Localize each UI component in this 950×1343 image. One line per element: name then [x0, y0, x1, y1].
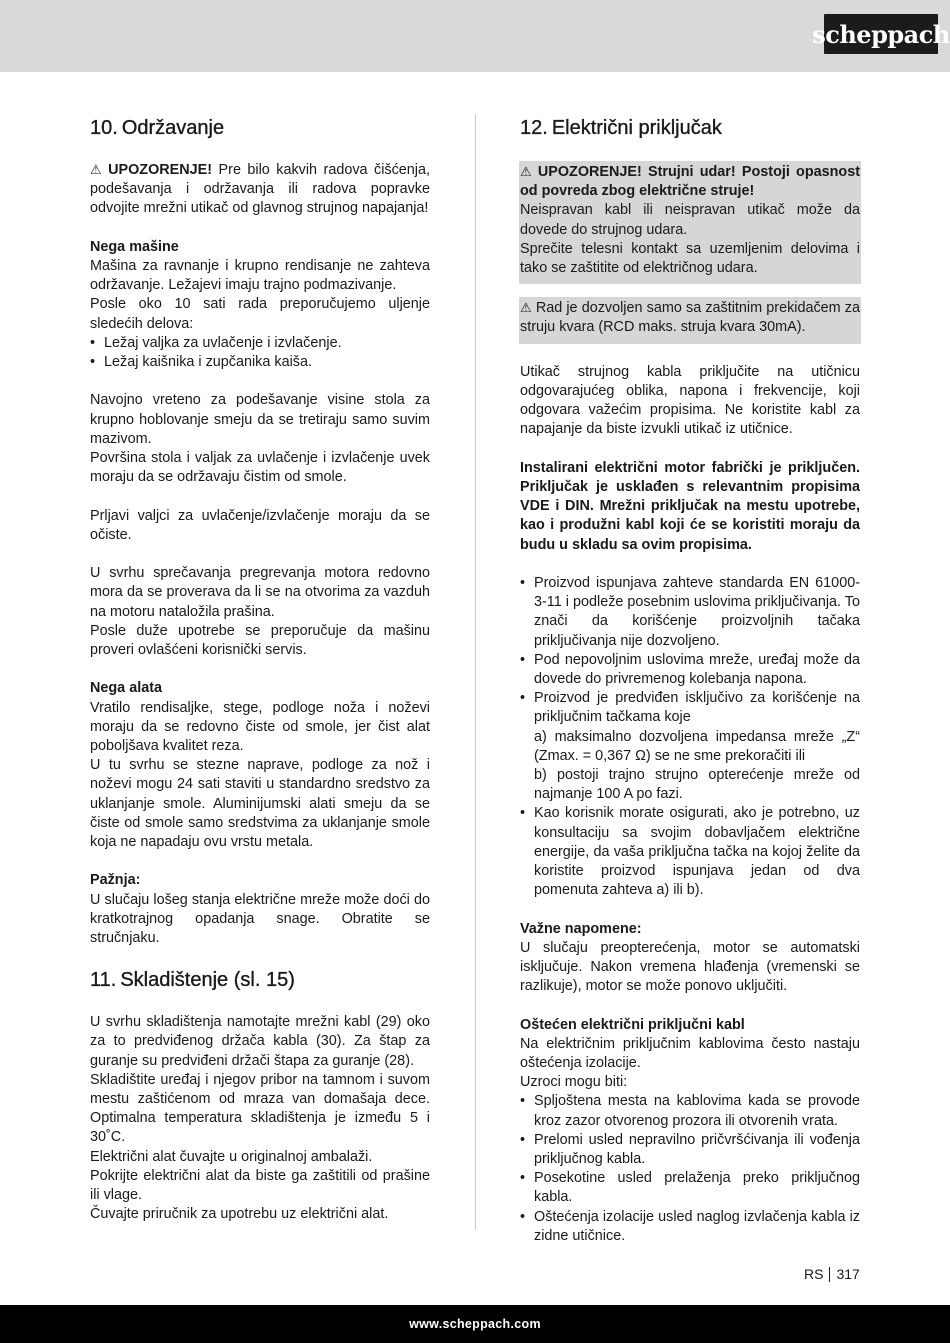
scheppach-logo: scheppach: [824, 14, 938, 54]
footer-url[interactable]: www.scheppach.com: [409, 1317, 541, 1331]
list-item: • Ležaj valjka za uvlačenje i izvlačenje.: [90, 334, 430, 353]
nega-alata-p2: U tu svrhu se stezne naprave, podloge za nož i noževi mogu 24 sati staviti u standardno sredstvo za uklanjanje smole. Aluminijumski alati smeju da se čiste od smole samo sredstvima za uklanjanje smole koja ne napadaju ovu vrstu metala.: [90, 757, 430, 851]
footer-bar: [0, 1305, 950, 1343]
skladistenje-p5: Čuvajte priručnik za upotrebu uz električni alat.: [90, 1206, 389, 1223]
list-item: • Kao korisnik morate osigurati, ako je potrebno, uz konsultaciju sa svojim dobavljačem električne energije, da vaša priključna tačka na kojoj želite da koristite proizvod ispunjava jedan od dva pomenuta zahteva a) ili b).: [520, 804, 860, 900]
left-column: [90, 116, 430, 1224]
nega-alata-title: Nega alata: [90, 680, 162, 697]
vreteno-paragraph: Navojno vreteno za podešavanje visine stola za krupno hoblovanje smeju da se tretiraju samo suvim mazivom.: [90, 392, 430, 447]
ostecen-kabl-p1: Na električnim priključnim kablovima često nastaju oštećenja izolacije.: [520, 1035, 860, 1072]
motor-connection-paragraph: Instalirani električni motor fabrički je priključen. Priključak je usklađen s relevantnim propisima VDE i DIN. Mrežni priključak na mestu upotrebe, kao i produžni kabl koji će se koristiti moraju da budu u skladu sa ovim propisima.: [520, 459, 860, 553]
requirements-list: [520, 574, 860, 900]
prljavi-paragraph: Prljavi valjci za uvlačenje/izvlačenje moraju da se očiste.: [90, 507, 430, 543]
electric-shock-warning-box: ⚠ UPOZORENJE! Strujni udar! Postoji opasnost od povreda zbog električne struje! Neispravan kabl ili neispravan utikač može da dovede do strujnog udara. Sprečite telesni kontakt sa uzemljenim delovima i tako se zaštitite od električnog udara.: [519, 161, 861, 284]
list-item: • Pod nepovoljnim uslovima mreže, uređaj može da dovede do privremenog kolebanja napona.: [520, 651, 860, 689]
section-10-heading: 10. Održavanje: [90, 117, 225, 139]
warning-triangle-icon: ⚠: [520, 301, 532, 317]
utikac-paragraph: Utikač strujnog kabla priključite na utičnicu odgovarajućeg oblika, napona i frekvencije, koji odgovara važećim propisima. Ne koristite kabl za napajanje da biste izvukli utikač iz utičnice.: [520, 363, 860, 438]
skladistenje-p2: Skladištite uređaj i njegov pribor na tamnom i suvom mestu zaštićenom od mraza van domašaja dece. Optimalna temperatura skladištenja je između 5 i 30˚C.: [90, 1071, 430, 1146]
list-item: • Spljoštena mesta na kablovima kada se provode kroz zazor otvorenog prozora ili otvorenih vrata.: [520, 1092, 860, 1130]
cable-damage-list: [520, 1092, 860, 1246]
warning-paragraph: ⚠ UPOZORENJE! Pre bilo kakvih radova čišćenja, podešavanja i održavanja ili radova popravke odvojite mrežni utikač od glavnog strujnog napajanja!: [90, 162, 430, 217]
skladistenje-p1: U svrhu skladištenja namotajte mrežni kabl (29) oko za to predviđenog držača kabla (30). Za štap za guranje su predviđeni držači štapa za guranje (28).: [90, 1014, 430, 1069]
list-item: • Ležaj kaišnika i zupčanika kaiša.: [90, 353, 430, 372]
warning-triangle-icon: ⚠: [520, 165, 534, 180]
vazne-napomene-text: U slučaju preopterećenja, motor se automatski isključuje. Nakon vremena hlađenja (vremenski se razlikuje), motor se može ponovo uključiti.: [520, 939, 860, 995]
right-column: [520, 116, 860, 1246]
vazne-napomene-title: Važne napomene:: [520, 920, 642, 937]
lubrication-list: [90, 334, 430, 372]
nega-masine-title: Nega mašine: [90, 238, 179, 255]
list-item: • Proizvod je predviđen isključivo za korišćenje na priključnim tačkama koje a) maksimalno dozvoljena impedansa mreže „Z“ (Zmax. = 0,367 Ω) se ne sme prekoračiti ili b) postoji trajno strujno opterećenje mreže od najmanje 100 A po fazi.: [520, 689, 860, 804]
povrsina-paragraph: Površina stola i valjak za uvlačenje i izvlačenje uvek moraju da se održavaju čistim od smole.: [90, 450, 430, 486]
nega-alata-p1: Vratilo rendisaljke, stege, podloge noža i noževi moraju da se redovno čiste od smole, jer čist alat poboljšava kvalitet reza.: [90, 699, 430, 755]
ostecen-kabl-title: Oštećen električni priključni kabl: [520, 1016, 745, 1033]
warning-triangle-icon: ⚠: [90, 163, 105, 178]
skladistenje-p4: Pokrijte električni alat da biste ga zaštitili od prašine ili vlage.: [90, 1167, 430, 1204]
nega-masine-p1: Mašina za ravnanje i krupno rendisanje ne zahteva održavanje. Ležajevi imaju trajno podmazivanje.: [90, 258, 430, 294]
list-item: • Oštećenja izolacije usled naglog izvlačenja kabla iz zidne utičnice.: [520, 1208, 860, 1246]
section-12-heading: 12. Električni priključak: [520, 117, 722, 139]
list-item: • Proizvod ispunjava zahteve standarda EN 61000-3-11 i podleže posebnim uslovima priključivanja. To znači da korišćenje proizvoljnih tačaka priključivanja nije dozvoljeno.: [520, 574, 860, 651]
section-11-heading: 11. Skladištenje (sl. 15): [90, 969, 295, 992]
page-number: RS 317: [804, 1266, 860, 1282]
paznja-text: U slučaju lošeg stanja električne mreže može doći do kratkotrajnog opadanja snage. Obratite se stručnjaku.: [90, 891, 430, 947]
column-divider: [475, 114, 476, 1230]
rcd-warning-box: ⚠ Rad je dozvoljen samo sa zaštitnim prekidačem za struju kvara (RCD maks. struja kvara 30mA).: [519, 297, 861, 343]
list-item: • Posekotine usled prelaženja preko priključnog kabla.: [520, 1169, 860, 1207]
list-item: • Prelomi usled nepravilno pričvršćivanja ili vođenja priključnog kabla.: [520, 1131, 860, 1169]
pregrevanje-paragraph: U svrhu sprečavanja pregrevanja motora redovno mora da se proverava da li se na otvorima za vazduh na motoru nataložila prašina.: [90, 565, 430, 620]
ostecen-kabl-p2: Uzroci mogu biti:: [520, 1074, 628, 1091]
paznja-title: Pažnja:: [90, 872, 141, 889]
header-bar: [0, 0, 950, 72]
skladistenje-p3: Električni alat čuvajte u originalnoj ambalaži.: [90, 1148, 373, 1165]
servis-paragraph: Posle duže upotrebe se preporučuje da mašinu proveri ovlašćeni korisnički servis.: [90, 622, 430, 659]
nega-masine-p2: Posle oko 10 sati rada preporučujemo uljenje sledećih delova:: [90, 296, 430, 332]
